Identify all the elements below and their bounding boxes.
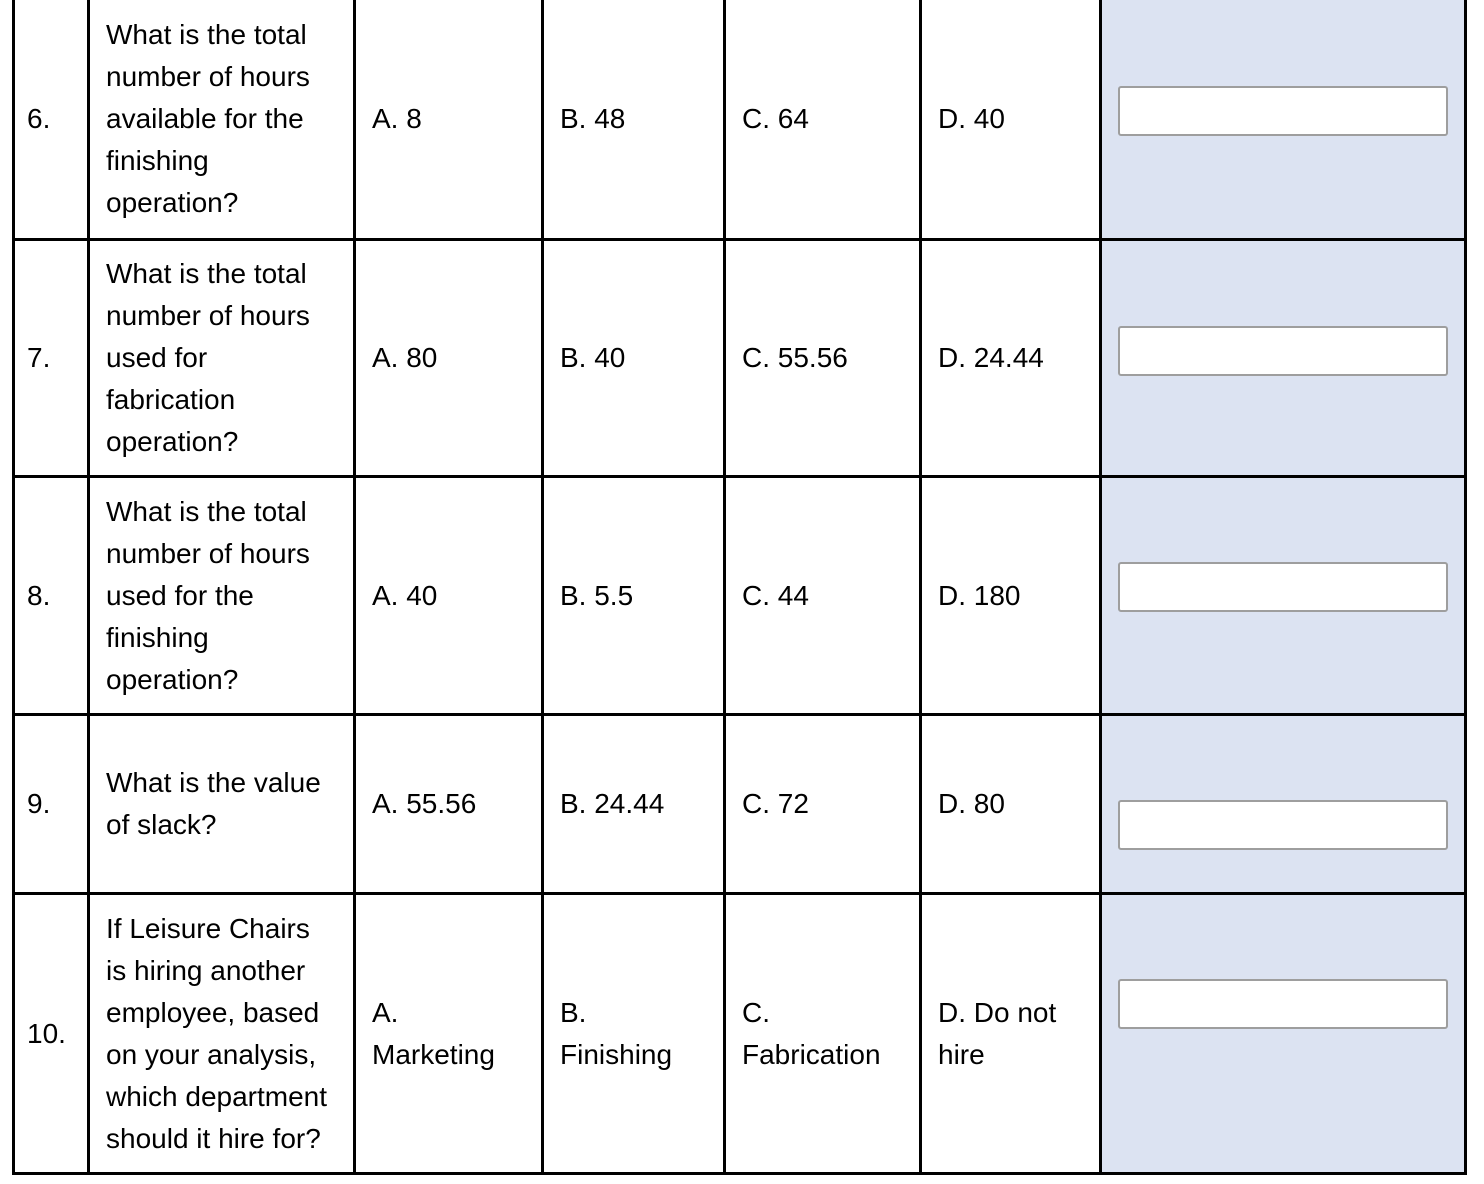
- option-b: B. 48: [543, 0, 725, 240]
- question-text: If Leisure Chairs is hiring another employee, based on your analysis, which department should it hire for?: [89, 894, 355, 1174]
- option-c: C. 64: [725, 0, 921, 240]
- option-b: B. Finishing: [543, 894, 725, 1174]
- answer-input-9[interactable]: [1118, 800, 1448, 850]
- option-a: A. 80: [355, 240, 543, 477]
- question-number: 7.: [14, 240, 89, 477]
- option-a: A. Marketing: [355, 894, 543, 1174]
- answer-cell: [1101, 894, 1466, 1174]
- answer-input-7[interactable]: [1118, 326, 1448, 376]
- question-number: 10.: [14, 894, 89, 1174]
- question-number: 8.: [14, 477, 89, 715]
- option-b: B. 5.5: [543, 477, 725, 715]
- question-row-7: [14, 240, 1466, 477]
- answer-input-6[interactable]: [1118, 86, 1448, 136]
- question-text: What is the value of slack?: [89, 715, 355, 894]
- option-d: D. Do not hire: [921, 894, 1101, 1174]
- question-row-10: [14, 894, 1466, 1174]
- option-d: D. 80: [921, 715, 1101, 894]
- option-c: C. Fabrication: [725, 894, 921, 1174]
- quiz-table: [12, 0, 1467, 1175]
- question-number: 6.: [14, 0, 89, 240]
- answer-cell: [1101, 0, 1466, 240]
- option-a: A. 55.56: [355, 715, 543, 894]
- option-d: D. 180: [921, 477, 1101, 715]
- question-text: What is the total number of hours available for the finishing operation?: [89, 0, 355, 240]
- answer-cell: [1101, 477, 1466, 715]
- question-number: 9.: [14, 715, 89, 894]
- question-text: What is the total number of hours used for the finishing operation?: [89, 477, 355, 715]
- option-a: A. 40: [355, 477, 543, 715]
- option-b: B. 40: [543, 240, 725, 477]
- option-c: C. 44: [725, 477, 921, 715]
- question-row-8: [14, 477, 1466, 715]
- option-d: D. 40: [921, 0, 1101, 240]
- option-c: C. 55.56: [725, 240, 921, 477]
- answer-cell: [1101, 240, 1466, 477]
- answer-cell: [1101, 715, 1466, 894]
- option-a: A. 8: [355, 0, 543, 240]
- option-c: C. 72: [725, 715, 921, 894]
- option-d: D. 24.44: [921, 240, 1101, 477]
- question-row-9: [14, 715, 1466, 894]
- question-row-6: [14, 0, 1466, 240]
- option-b: B. 24.44: [543, 715, 725, 894]
- answer-input-8[interactable]: [1118, 562, 1448, 612]
- answer-input-10[interactable]: [1118, 979, 1448, 1029]
- question-text: What is the total number of hours used for fabrication operation?: [89, 240, 355, 477]
